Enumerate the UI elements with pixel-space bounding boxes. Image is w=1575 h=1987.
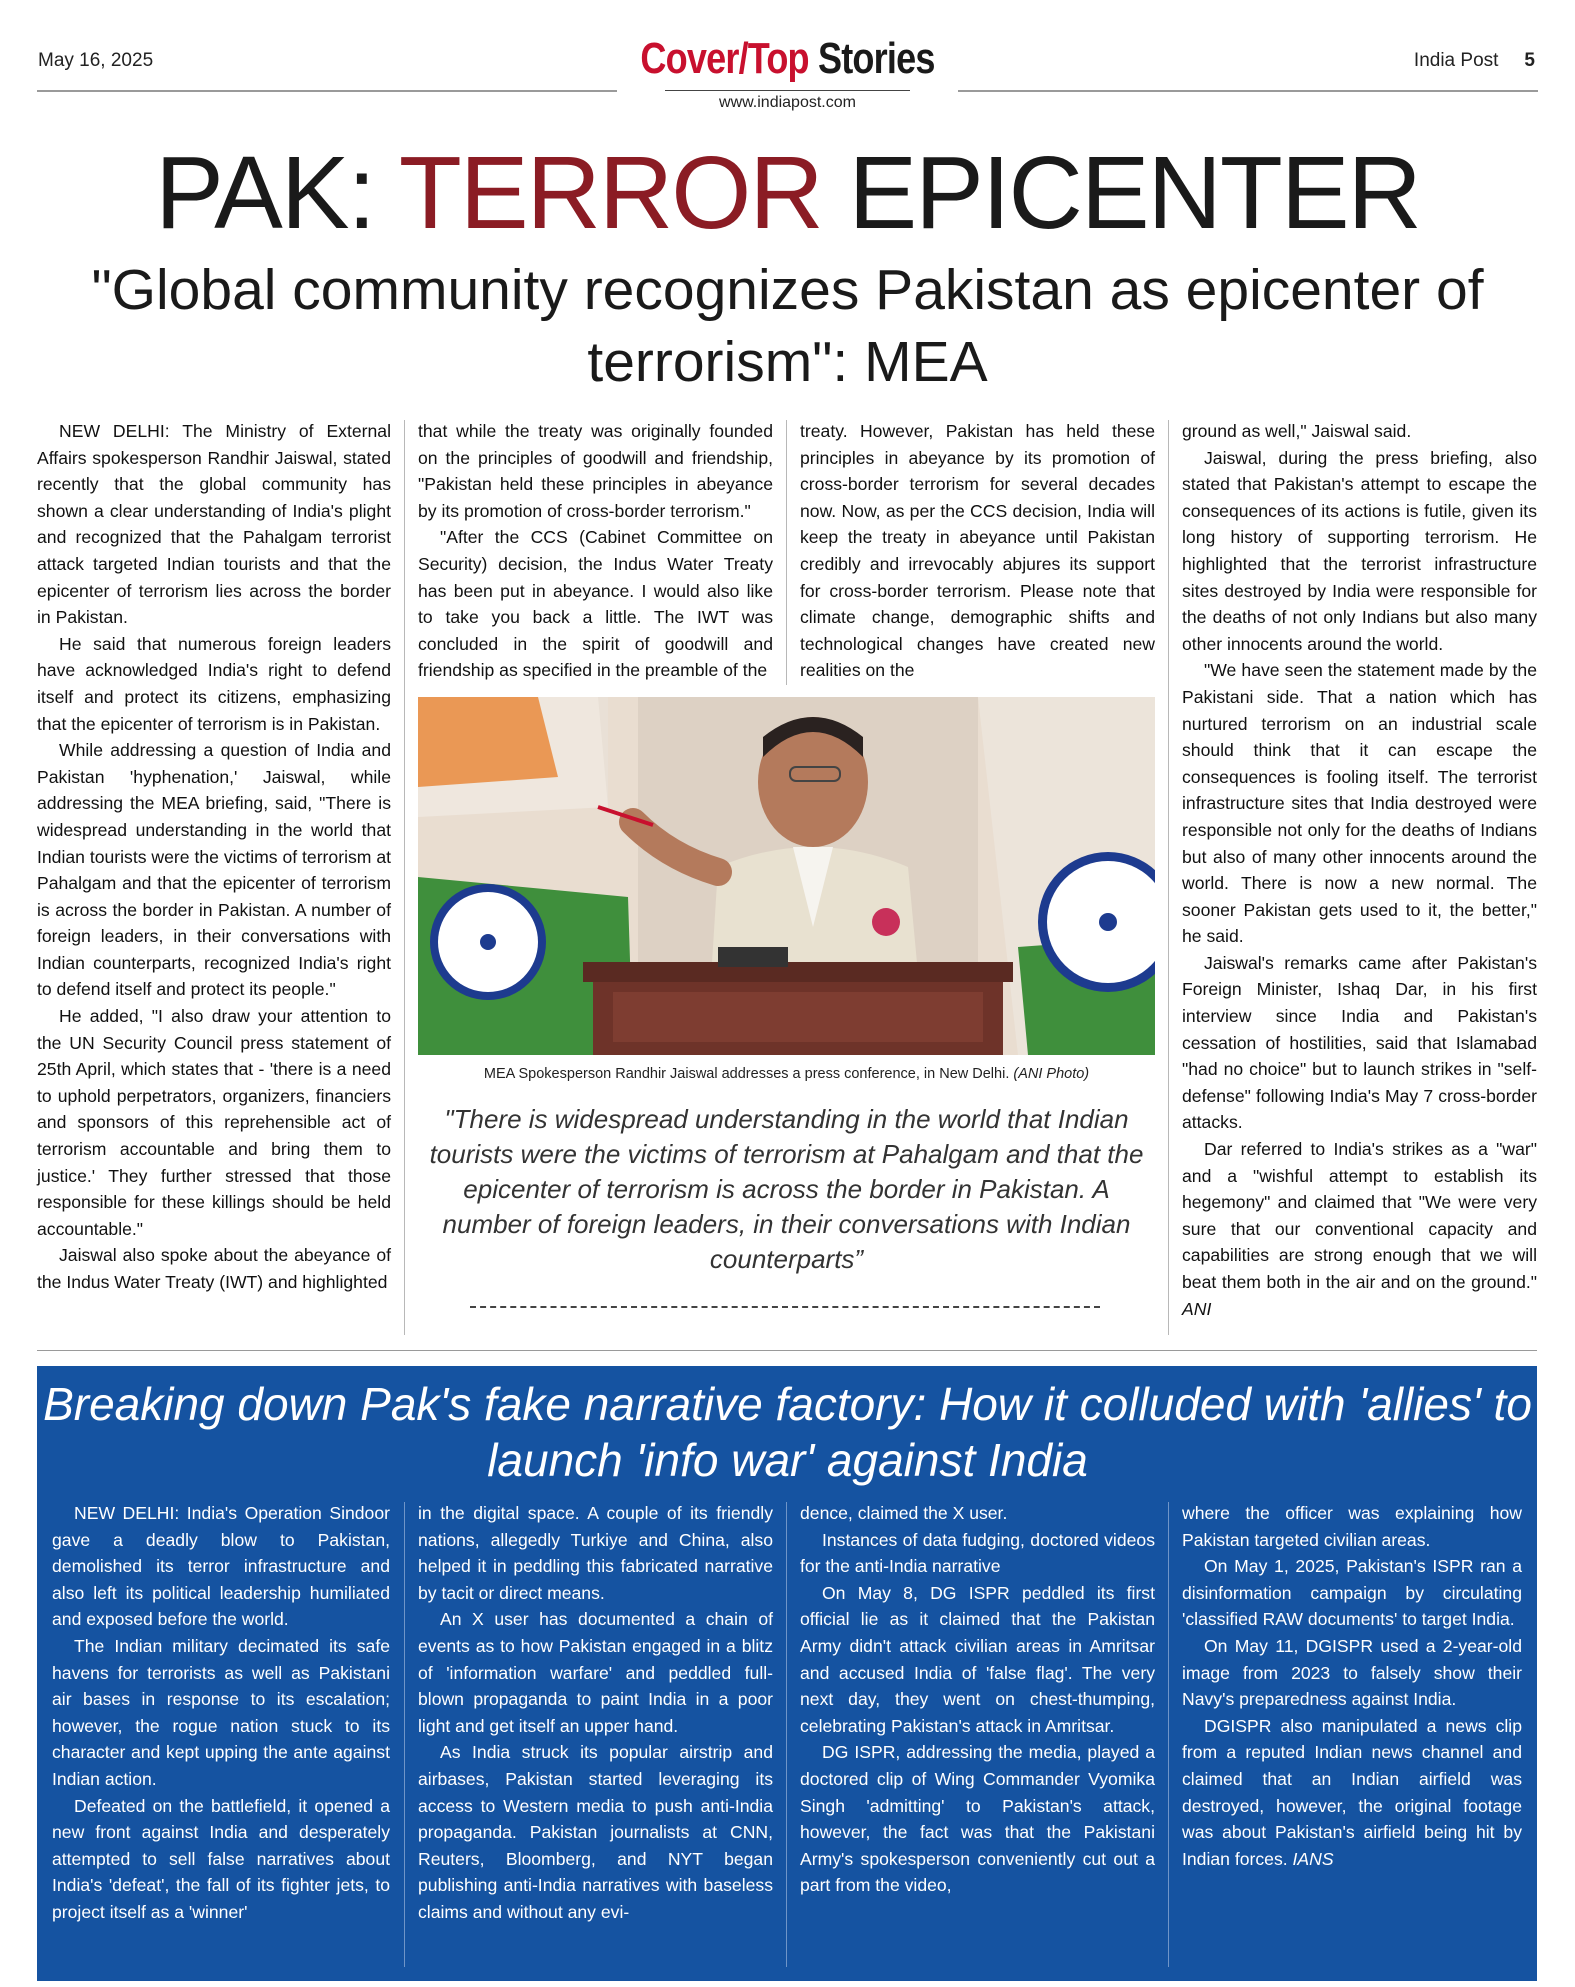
column-rule bbox=[404, 420, 405, 1335]
paragraph-text: Dar referred to India's strikes as a "war" and a "wishful attempt to establish its hegemony" and claimed that "We were very sure that our conventional capacity and capabilities are strong enough that we will beat them both in the air and on the ground." bbox=[1182, 1139, 1537, 1292]
article-column-3 bbox=[800, 418, 1155, 684]
paragraph: dence, claimed the X user. bbox=[800, 1503, 1008, 1523]
page-number: 5 bbox=[1524, 50, 1535, 71]
paragraph: NEW DELHI: The Ministry of External Affairs spokesperson Randhir Jaiswal, stated recently that the global community has shown a clear understanding of India's plight and recognized that the Pahalgam terrorist attack targeted Indian tourists and that the epicenter of terrorism lies across the border in Pakistan. bbox=[37, 421, 391, 628]
paragraph: On May 1, 2025, Pakistan's ISPR ran a disinformation campaign by circulating 'classified RAW documents' to target India. bbox=[1182, 1556, 1522, 1630]
press-conference-photo bbox=[418, 697, 1155, 1055]
section-title bbox=[142, 34, 1434, 84]
feature-column-1 bbox=[52, 1500, 390, 1926]
column-rule bbox=[404, 1502, 405, 1967]
headline-accent: TERROR bbox=[398, 135, 822, 250]
paragraph: in the digital space. A couple of its friendly nations, allegedly Turkiye and China, also helped it in peddling this fabricated narrative by tacit or direct means. bbox=[418, 1503, 773, 1603]
paragraph bbox=[1182, 1713, 1522, 1873]
issue-date: May 16, 2025 bbox=[38, 50, 154, 71]
paragraph: "After the CCS (Cabinet Committee on Security) decision, the Indus Water Treaty has been put in abeyance. I would also like to take you back a little. The IWT was concluded in the spirit of goodwill and friendship as specified in the preamble of the bbox=[418, 527, 773, 681]
paragraph: DG ISPR, addressing the media, played a doctored clip of Wing Commander Vyomika Singh 'admitting' to Pakistan's attack, however, the fact was that the Pakistani Army's spokesperson conveniently cut out a part from the video, bbox=[800, 1742, 1155, 1896]
paragraph-text: DGISPR also manipulated a news clip from a reputed Indian news channel and claimed that an Indian airfield was destroyed, however, the original footage was about Pakistan's airfield being hit by Indian forces. bbox=[1182, 1715, 1522, 1869]
paragraph: The Indian military decimated its safe havens for terrorists as well as Pakistani air bases in response to its escalation; however, the rogue nation stuck to its character and kept upping the ante against Indian action. bbox=[52, 1635, 390, 1789]
paragraph: Jaiswal's remarks came after Pakistan's Foreign Minister, Ishaq Dar, in his first interview since India and Pakistan's cessation of hostilities, said that Islamabad "had no choice" but to launch strikes in "self-defense" following India's May 7 cross-border attacks. bbox=[1182, 952, 1537, 1133]
feature-credit: IANS bbox=[1292, 1848, 1334, 1869]
column-rule bbox=[1168, 420, 1169, 1335]
publication-name: India Post bbox=[1413, 50, 1499, 71]
press-conference-illustration bbox=[418, 697, 1155, 1055]
paragraph: "We have seen the statement made by the Pakistani side. That a nation which has nurtured terrorism on an industrial scale should think that it can escape the consequences is fooling itself. The terrorist infrastructure sites that India destroyed were responsible not only for the deaths of Indians but also of many other innocents around the world. There is now a new normal. The sooner Pakistan gets used to it, the better," he said. bbox=[1182, 660, 1537, 947]
paragraph: Jaiswal, during the press briefing, also stated that Pakistan's attempt to escape the consequences of its actions is futile, given its long history of supporting terrorism. He highlighted that the terrorist infrastructure sites destroyed by India were responsible for the deaths of not only Indians but also many other innocents around the world. bbox=[1182, 447, 1537, 654]
paragraph: He added, "I also draw your attention to the UN Security Council press statement of 25th April, which states that - 'there is a need to uphold perpetrators, organizers, financiers and sponsors of this reprehensible act of terrorism accountable and bring them to justice.' They further stressed that those responsible for these killings should be held accountable." bbox=[37, 1006, 391, 1239]
paragraph: On May 11, DGISPR used a 2-year-old image from 2023 to falsely show their Navy's preparedness against India. bbox=[1182, 1635, 1522, 1710]
feature-column-2 bbox=[418, 1500, 773, 1926]
article-credit: ANI bbox=[1182, 1298, 1212, 1319]
column-rule bbox=[786, 1502, 787, 1967]
paragraph: that while the treaty was originally founded on the principles of goodwill and friendship, "Pakistan held these principles in abeyance by its promotion of cross-border terrorism." bbox=[418, 421, 773, 521]
sub-headline: "Global community recognizes Pakistan as epicenter of terrorism": MEA bbox=[91, 258, 1484, 394]
section-title-black: Stories bbox=[817, 34, 935, 83]
pull-quote-rule bbox=[470, 1306, 1100, 1308]
feature-column-3 bbox=[800, 1500, 1155, 1899]
photo-caption bbox=[418, 1066, 1155, 1082]
article-column-4 bbox=[1182, 418, 1537, 1322]
pull-quote: "There is widespread understanding in the world that Indian tourists were the victims of terrorism at Pahalgam and that the epicenter of terrorism is across the border in Pakistan. A number of foreign leaders, in their conversations with Indian counterparts” bbox=[429, 1104, 1144, 1274]
article-column-1 bbox=[37, 418, 391, 1296]
header-rule-right bbox=[958, 90, 1538, 92]
section-title-red: Cover/Top bbox=[640, 34, 809, 83]
paragraph: Defeated on the battlefield, it opened a new front against India and desperately attempted to sell false narratives about India's 'defeat', the fall of its fighter jets, to project itself as a 'winner' bbox=[52, 1795, 390, 1922]
section-separator bbox=[37, 1350, 1537, 1351]
column-rule bbox=[1168, 1502, 1169, 1967]
feature-column-4 bbox=[1182, 1500, 1522, 1872]
headline-part2: EPICENTER bbox=[848, 135, 1420, 250]
paragraph bbox=[1182, 1136, 1537, 1322]
paragraph: As India struck its popular airstrip and airbases, Pakistan started leveraging its access to Western media to push anti-India propaganda. Pakistan journalists at CNN, Reuters, Bloomberg, and NYT began publishing anti-India narratives with baseless claims and without any evi- bbox=[418, 1742, 773, 1922]
paragraph: NEW DELHI: India's Operation Sindoor gave a deadly blow to Pakistan, demolished its terror infrastructure and also left its political leadership humiliated and exposed before the world. bbox=[52, 1503, 390, 1630]
site-url[interactable]: www.indiapost.com bbox=[719, 94, 856, 111]
photo-credit: (ANI Photo) bbox=[1013, 1066, 1090, 1082]
feature-headline: Breaking down Pak's fake narrative factory: How it colluded with 'allies' to launch 'info war' against India bbox=[43, 1378, 1532, 1486]
paragraph: where the officer was explaining how Pakistan targeted civilian areas. bbox=[1182, 1503, 1522, 1550]
paragraph: While addressing a question of India and Pakistan 'hyphenation,' Jaiswal, while addressing the MEA briefing, said, "There is widespread understanding in the world that Indian tourists were the victims of terrorism at Pahalgam and that the epicenter of terrorism is across the border in Pakistan. A number of foreign leaders, in their conversations with Indian counterparts, recognized India's right to defend itself and protect its people." bbox=[37, 740, 391, 1000]
main-headline bbox=[0, 135, 1575, 250]
paragraph: ground as well," Jaiswal said. bbox=[1182, 421, 1412, 441]
caption-text: MEA Spokesperson Randhir Jaiswal addresses a press conference, in New Delhi. bbox=[483, 1066, 1010, 1082]
header-rule-left bbox=[37, 90, 617, 92]
article-column-2 bbox=[418, 418, 773, 684]
paragraph: On May 8, DG ISPR peddled its first official lie as it claimed that the Pakistan Army didn't attack civilian areas in Amritsar and accused India of 'false flag'. The very next day, they went on chest-thumping, celebrating Pakistan's attack in Amritsar. bbox=[800, 1582, 1155, 1736]
publication-block bbox=[1414, 50, 1535, 72]
headline-part1: PAK: bbox=[155, 135, 375, 250]
header-underline bbox=[665, 90, 910, 91]
paragraph: He said that numerous foreign leaders have acknowledged India's right to defend itself and protect its citizens, emphasizing that the epicenter of terrorism is in Pakistan. bbox=[37, 633, 391, 734]
column-rule bbox=[786, 420, 787, 685]
paragraph: Instances of data fudging, doctored videos for the anti-India narrative bbox=[800, 1529, 1155, 1577]
paragraph: Jaiswal also spoke about the abeyance of the Indus Water Treaty (IWT) and highlighted bbox=[37, 1245, 391, 1292]
paragraph: treaty. However, Pakistan has held these principles in abeyance by its promotion of cross-border terrorism for several decades now. Now, as per the CCS decision, India will keep the treaty in abeyance until Pakistan credibly and irrevocably abjures its support for cross-border terrorism. Please note that climate change, demographic shifts and technological changes have created new realities on the bbox=[800, 421, 1155, 681]
paragraph: An X user has documented a chain of events as to how Pakistan engaged in a blitz of 'information warfare' and peddled full-blown propaganda to paint India in a poor light and get itself an upper hand. bbox=[418, 1609, 773, 1736]
